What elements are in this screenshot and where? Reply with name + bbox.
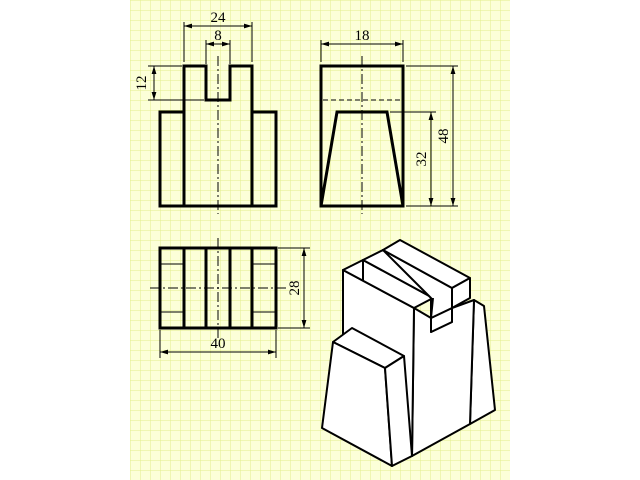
- front-dim-12-label: 12: [134, 75, 150, 91]
- side-dim-18-label: 18: [354, 28, 370, 44]
- front-dim-8-label: 8: [214, 28, 222, 44]
- top-dim-40-label: 40: [210, 336, 226, 352]
- front-dim-24-label: 24: [210, 10, 226, 26]
- side-dim-48-label: 48: [436, 128, 452, 144]
- top-dim-28-label: 28: [287, 280, 303, 296]
- side-dim-32-label: 32: [414, 151, 430, 167]
